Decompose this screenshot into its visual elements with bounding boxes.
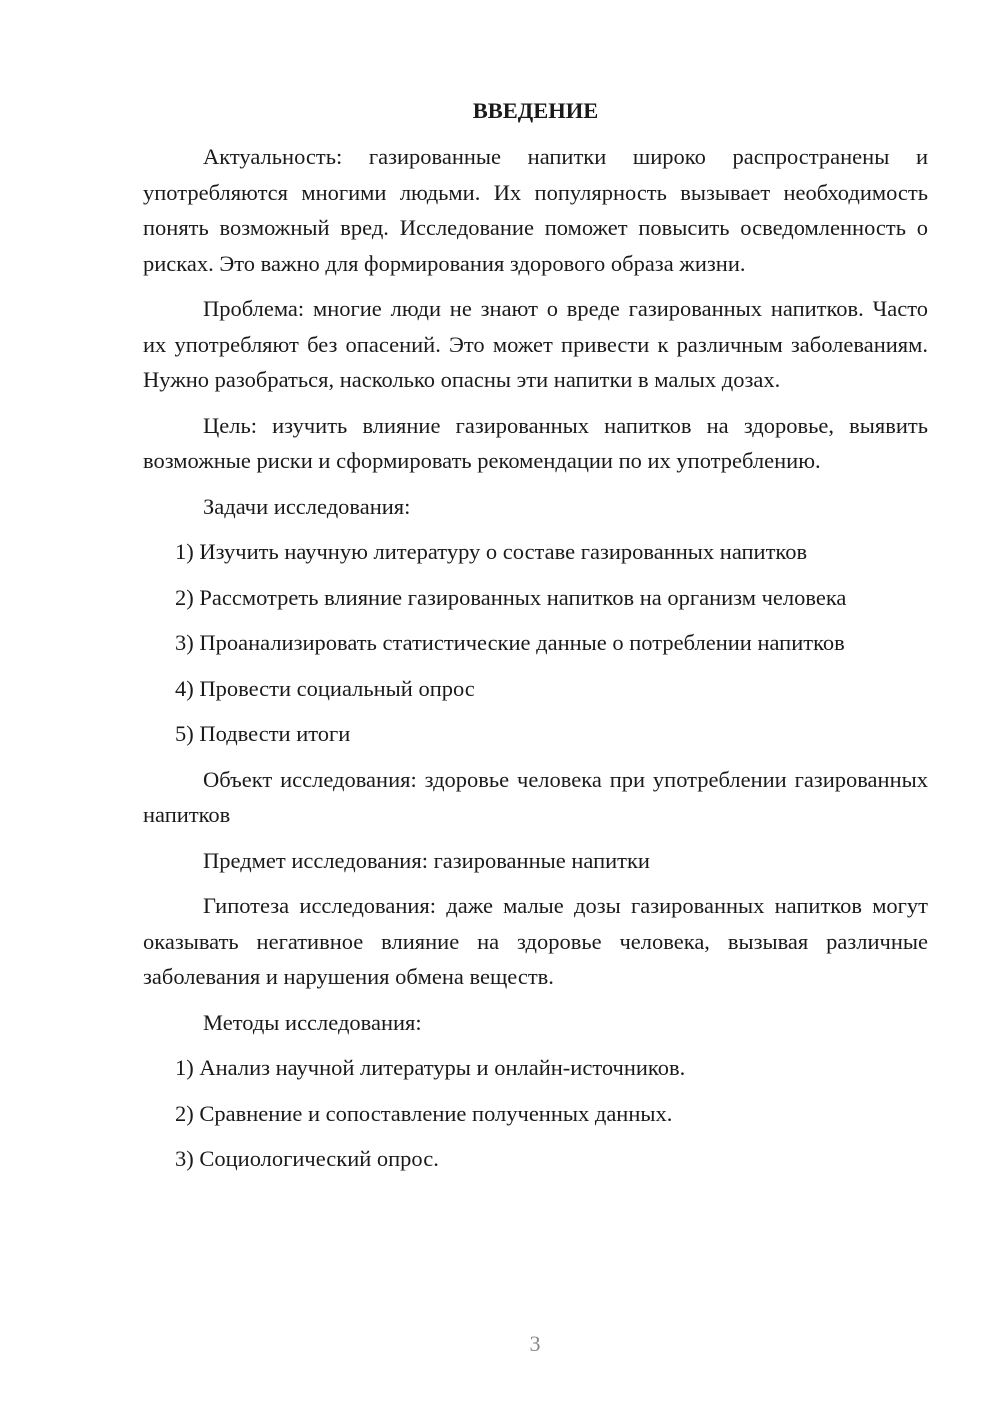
list-item: 4) Провести социальный опрос xyxy=(175,675,475,701)
page-title: ВВЕДЕНИЕ xyxy=(472,98,599,123)
subject-paragraph: Предмет исследования: газированные напитки xyxy=(203,847,650,873)
methods-list xyxy=(143,1050,928,1177)
hypothesis-paragraph: Гипотеза исследования: даже малые дозы газированных напитков могут оказывать негативное влияние на здоровье человека, вызывая различные заболевания и нарушения обмена веществ. xyxy=(143,893,928,989)
list-item: 1) Анализ научной литературы и онлайн-источников. xyxy=(175,1055,686,1080)
relevance-paragraph: Актуальность: газированные напитки широко распространены и употребляются многими людьми. Их популярность вызывает необходимость понять возможный вред. Исследование поможет повысить осведомленность о рисках. Это важно для формирования здорового образа жизни. xyxy=(143,144,928,276)
list-item: 2) Сравнение и сопоставление полученных данных. xyxy=(175,1100,673,1126)
list-item: 1) Изучить научную литературу о составе газированных напитков xyxy=(175,539,808,564)
list-item: 5) Подвести итоги xyxy=(175,721,351,746)
page-number: 3 xyxy=(529,1331,541,1356)
list-item: 2) Рассмотреть влияние газированных напитков на организм человека xyxy=(175,584,847,610)
object-paragraph: Объект исследования: здоровье человека при употреблении газированных напитков xyxy=(143,766,928,827)
goal-paragraph: Цель: изучить влияние газированных напитков на здоровье, выявить возможные риски и сформировать рекомендации по их употреблению. xyxy=(143,412,928,473)
list-item: 3) Социологический опрос. xyxy=(175,1146,439,1171)
tasks-heading: Задачи исследования: xyxy=(203,493,411,519)
document-page xyxy=(143,92,928,1187)
methods-heading: Методы исследования: xyxy=(203,1009,422,1035)
problem-paragraph: Проблема: многие люди не знают о вреде газированных напитков. Часто их употребляют без опасений. Это может привести к различным заболеваниям. Нужно разобраться, насколько опасны эти напитки в малых дозах. xyxy=(143,296,928,392)
list-item: 3) Проанализировать статистические данные о потреблении напитков xyxy=(175,630,845,655)
tasks-list xyxy=(143,534,928,752)
